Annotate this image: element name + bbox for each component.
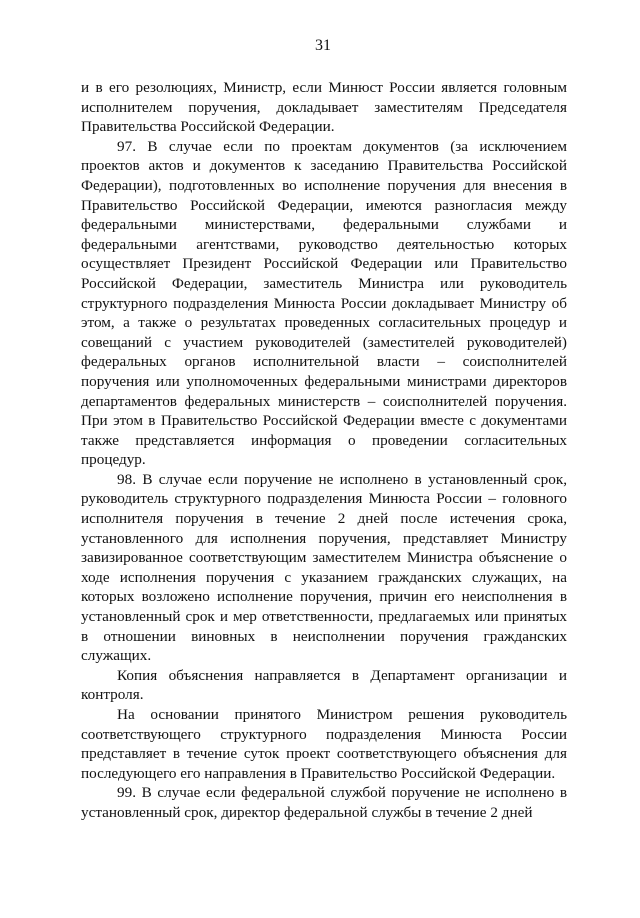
document-page	[81, 36, 567, 823]
page-number: 31	[315, 37, 331, 54]
paragraph-99: 99. В случае если федеральной службой поручение не исполнено в установленный срок, директор федеральной службы в течение 2 дней	[81, 784, 567, 821]
paragraph-minister-decision: На основании принятого Министром решения руководитель соответствующего структурного подразделения Минюста России представляет в течение суток проект соответствующего объяснения для последующего его направления в Правительство Российской Федерации.	[81, 706, 567, 782]
paragraph-98: 98. В случае если поручение не исполнено в установленный срок, руководитель структурного подразделения Минюста России – головного исполнителя поручения в течение 2 дней после истечения срока, установленного для исполнения поручения, представляет Министру завизированное соответствующим заместителем Министра объяснение о ходе исполнения поручения с указанием гражданских служащих, на которых возложено исполнение поручения, причин его неисполнения в установленный срок и мер ответственности, предлагаемых или принятых в отношении виновных в неисполнении поручения гражданских служащих.	[81, 470, 567, 665]
paragraph-copy-explanation: Копия объяснения направляется в Департамент организации и контроля.	[81, 666, 567, 704]
paragraph-97: 97. В случае если по проектам документов (за исключением проектов актов и документов к заседанию Правительства Российской Федерации), подготовленных во исполнение поручения для внесения в Правительство Российской Федерации, имеются разногласия между федеральными министерствами, федеральными службами и федеральными агентствами, руководство деятельностью которых осуществляет Президент Российской Федерации или Правительство Российской Федерации, заместитель Министра или руководитель структурного подразделения Минюста России докладывает Министру об этом, а также о результатах проведенных согласительных процедур и совещаний с участием руководителей (заместителей руководителей) федеральных органов исполнительной власти – соисполнителей поручения или уполномоченных федеральными министрами директоров департаментов федеральных министерств – соисполнителей поручения. При этом в Правительство Российской Федерации вместе с документами также представляется информация о проведении согласительных процедур.	[81, 137, 567, 469]
paragraph-continuation: и в его резолюциях, Министр, если Минюст России является головным исполнителем поручения, докладывает заместителям Председателя Правительства Российской Федерации.	[81, 79, 567, 136]
